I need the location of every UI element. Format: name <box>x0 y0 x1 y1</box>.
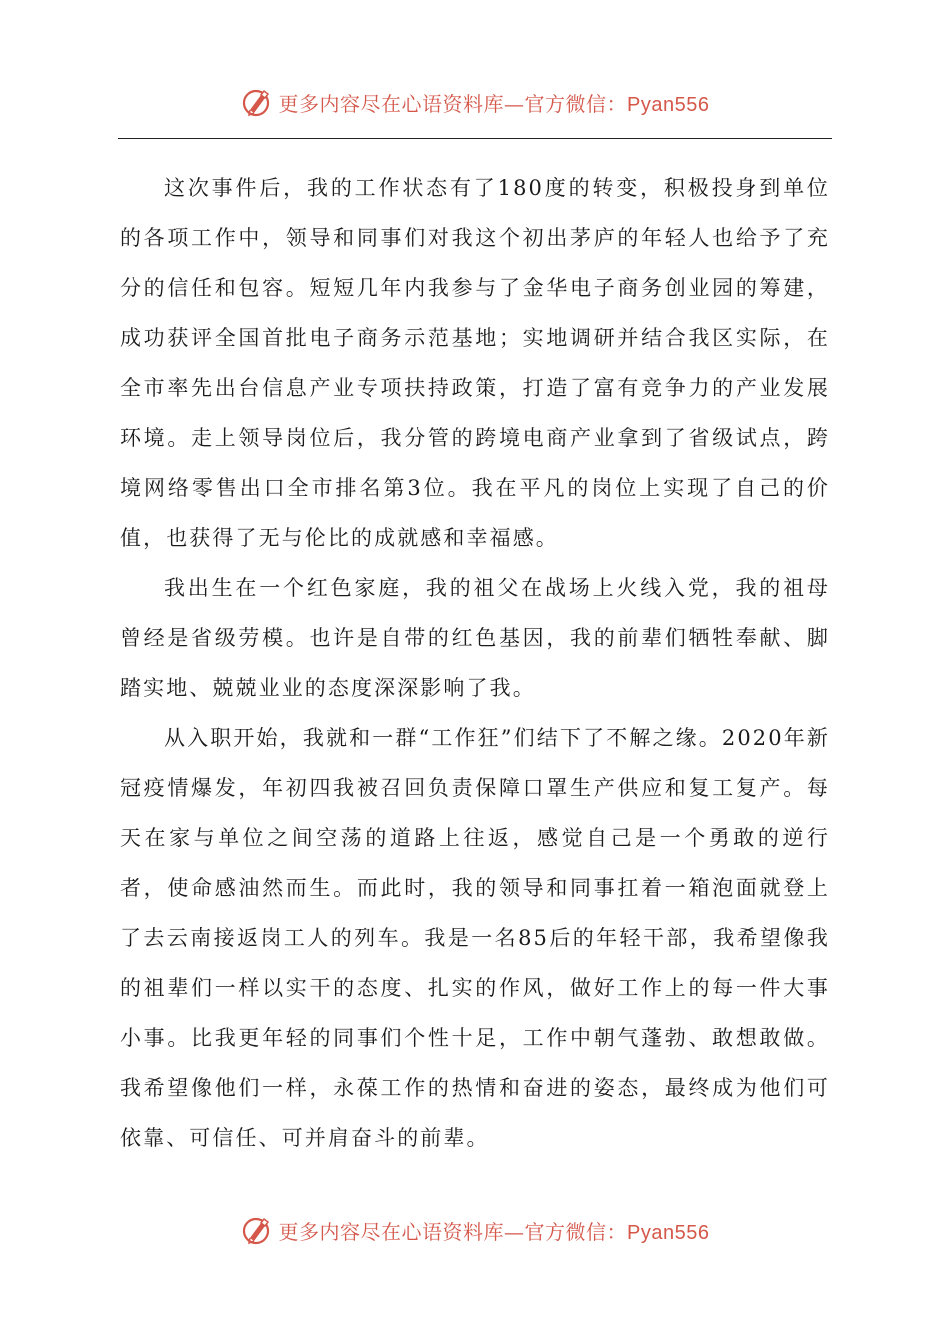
header-banner-text <box>279 88 710 117</box>
pen-logo-icon <box>241 1214 273 1246</box>
document-body <box>120 163 830 1163</box>
paragraph-1: 这次事件后，我的工作状态有了180度的转变，积极投身到单位的各项工作中，领导和同事们对我这个初出茅庐的年轻人也给予了充分的信任和包容。短短几年内我参与了金华电子商务创业园的筹建，成功获评全国首批电子商务示范基地；实地调研并结合我区实际，在全市率先出台信息产业专项扶持政策，打造了富有竞争力的产业发展环境。走上领导岗位后，我分管的跨境电商产业拿到了省级试点，跨境网络零售出口全市排名第3位。我在平凡的岗位上实现了自己的价值，也获得了无与伦比的成就感和幸福感。 <box>120 176 830 550</box>
footer-banner <box>0 1210 950 1250</box>
footer-banner-text <box>279 1216 710 1245</box>
footer-banner-label: 更多内容尽在心语资料库—官方微信： <box>278 1219 628 1244</box>
header-divider <box>118 138 832 139</box>
header-banner <box>0 82 950 122</box>
footer-wechat-id: Pyan556 <box>627 1221 710 1244</box>
header-banner-label: 更多内容尽在心语资料库—官方微信： <box>278 91 628 116</box>
header-wechat-id: Pyan556 <box>627 93 710 116</box>
pen-logo-icon <box>241 86 273 118</box>
paragraph-2: 我出生在一个红色家庭，我的祖父在战场上火线入党，我的祖母曾经是省级劳模。也许是自带的红色基因，我的前辈们牺牲奉献、脚踏实地、兢兢业业的态度深深影响了我。 <box>120 576 830 700</box>
paragraph-3: 从入职开始，我就和一群“工作狂”们结下了不解之缘。2020年新冠疫情爆发，年初四我被召回负责保障口罩生产供应和复工复产。每天在家与单位之间空荡的道路上往返，感觉自己是一个勇敢的逆行者，使命感油然而生。而此时，我的领导和同事扛着一箱泡面就登上了去云南接返岗工人的列车。我是一名85后的年轻干部，我希望像我的祖辈们一样以实干的态度、扎实的作风，做好工作上的每一件大事小事。比我更年轻的同事们个性十足，工作中朝气蓬勃、敢想敢做。我希望像他们一样，永葆工作的热情和奋进的姿态，最终成为他们可依靠、可信任、可并肩奋斗的前辈。 <box>120 726 830 1150</box>
